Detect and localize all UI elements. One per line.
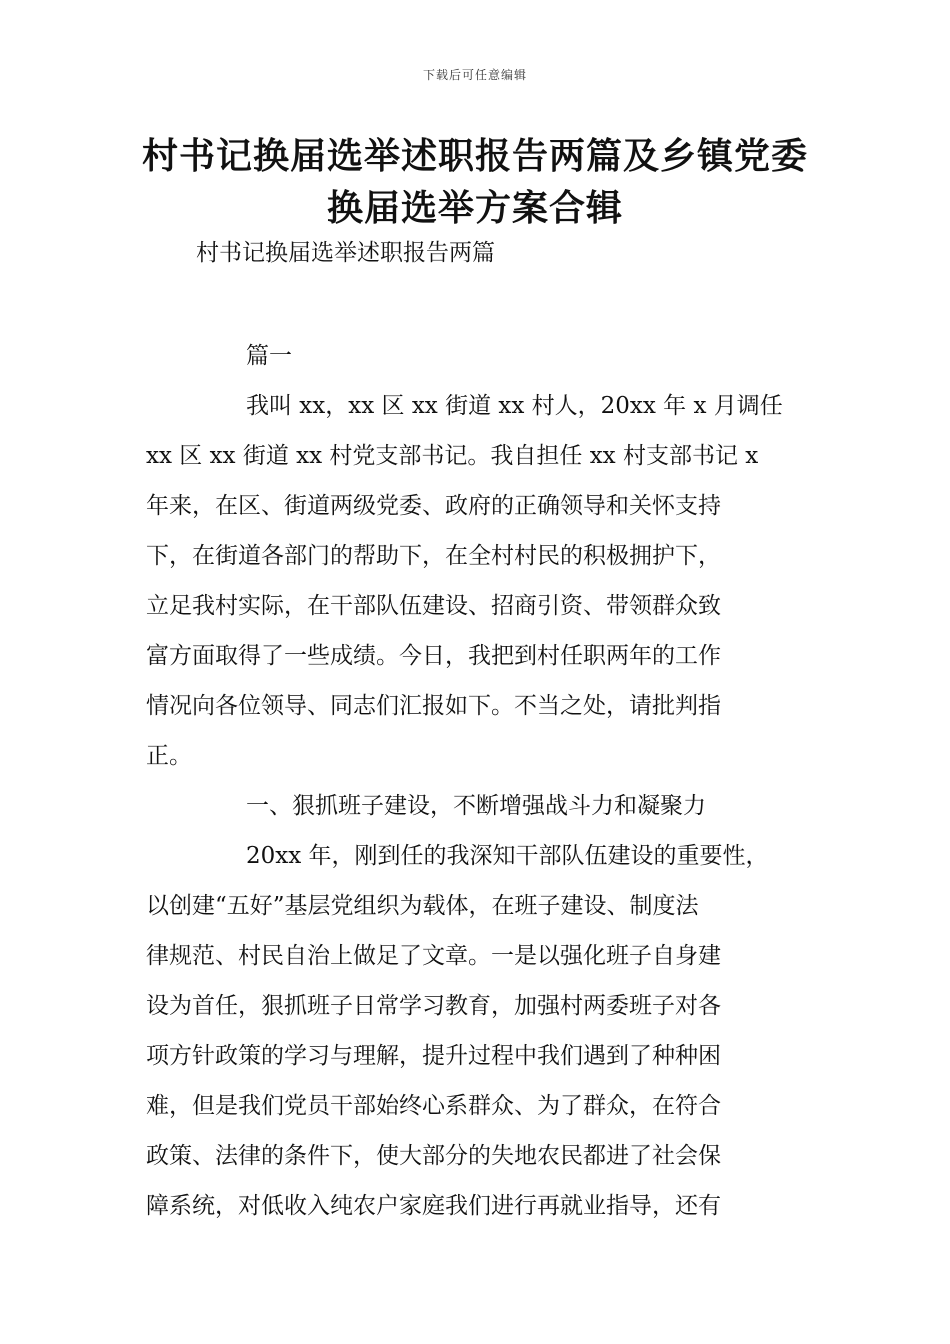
- paragraph-line: xx 区 xx 街道 xx 村党支部书记。我自担任 xx 村支部书记 x: [146, 443, 759, 469]
- document-subtitle: 村书记换届选举述职报告两篇: [196, 240, 495, 266]
- paragraph-line: 正。: [146, 743, 192, 769]
- paragraph-line: 富方面取得了一些成绩。今日，我把到村任职两年的工作: [146, 643, 721, 669]
- paragraph-line: 20xx 年，刚到任的我深知干部队伍建设的重要性，: [246, 843, 769, 869]
- header-note: 下载后可任意编辑: [422, 68, 527, 82]
- paragraph-line: 情况向各位领导、同志们汇报如下。不当之处，请批判指: [146, 693, 721, 719]
- paragraph-line: 项方针政策的学习与理解，提升过程中我们遇到了种种困: [146, 1043, 721, 1069]
- document-title-line-1: 村书记换届选举述职报告两篇及乡镇党委: [141, 136, 808, 177]
- paragraph-line: 难，但是我们党员干部始终心系群众、为了群众，在符合: [146, 1093, 721, 1119]
- paragraph-line: 年来，在区、街道两级党委、政府的正确领导和关怀支持: [146, 493, 721, 519]
- document-title-line-2: 换届选举方案合辑: [326, 188, 623, 229]
- paragraph-line: 以创建“五好”基层党组织为载体，在班子建设、制度法: [146, 893, 699, 919]
- paragraph-line: 下，在街道各部门的帮助下，在全村村民的积极拥护下，: [146, 543, 721, 569]
- document-body: [146, 331, 816, 1231]
- section-heading: 一、狠抓班子建设，不断增强战斗力和凝聚力: [246, 793, 706, 819]
- paragraph-line: 政策、法律的条件下，使大部分的失地农民都进了社会保: [146, 1143, 721, 1169]
- paragraph-line: 立足我村实际，在干部队伍建设、招商引资、带领群众致: [146, 593, 721, 619]
- paragraph-line: 律规范、村民自治上做足了文章。一是以强化班子自身建: [146, 943, 721, 969]
- paragraph-line: 设为首任，狠抓班子日常学习教育，加强村两委班子对各: [146, 993, 721, 1019]
- section-heading: 篇一: [246, 343, 292, 369]
- paragraph-line: 我叫 xx，xx 区 xx 街道 xx 村人，20xx 年 x 月调任: [246, 393, 783, 419]
- paragraph-line: 障系统，对低收入纯农户家庭我们进行再就业指导，还有: [146, 1193, 721, 1219]
